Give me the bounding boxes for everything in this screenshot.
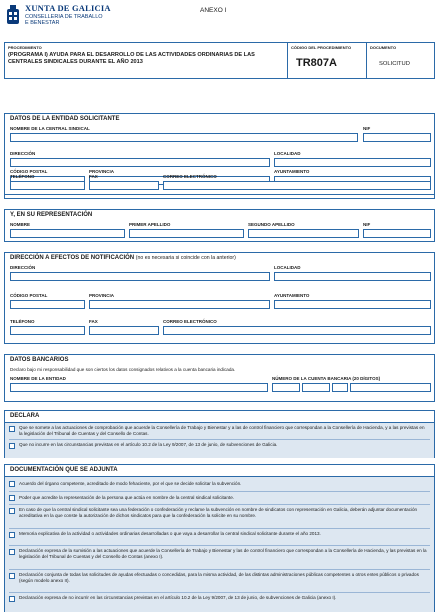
document-cell	[367, 43, 436, 78]
applicant-contact-row	[4, 172, 435, 199]
bank-entity-label: NOMBRE DE LA ENTIDAD	[10, 376, 66, 381]
doc-checkbox-5[interactable]	[9, 549, 15, 555]
declaration-item-2: Que no incurre en las circunstancias previstas en el artículo 10.2 de la Ley 9/2007, de 13 de junio, de subvenciones de Galicia.	[19, 442, 278, 447]
province-label: PROVINCIA	[89, 169, 115, 174]
email-label: CORREO ELECTRÓNICO	[163, 174, 217, 179]
procedure-code-cell	[288, 43, 367, 78]
doc-divider-6	[9, 592, 430, 593]
notif-email-label: CORREO ELECTRÓNICO	[163, 319, 217, 324]
doc-item-3: En caso de que la central sindical solicitante sea una federación o confederación y reclame la subvención en nombre de sindicatos con representación en Galicia, deberán adjuntar documentación acreditativa en la que conste la autorización de dichos sindicatos para que la confederación la solicite en su nombre.	[19, 507, 418, 518]
account-number-field[interactable]	[350, 383, 431, 392]
council-label: AYUNTAMIENTO	[274, 169, 310, 174]
rep-nif-label: NIF	[363, 222, 371, 227]
procedure-header	[4, 42, 435, 79]
address-label: DIRECCIÓN	[10, 151, 36, 156]
org-name: XUNTA DE GALICIA	[25, 3, 111, 13]
doc-item-5: Declaración expresa de la sumisión a las actuaciones que acuerde la Consellería de Trabajo y Bienestar y las de control financiero que correspondan a la Consellería de Hacienda, y las previstas en la legislación del Tribunal de Cuentas y del Consello de Contas (anexo I).	[19, 548, 427, 559]
rep-nif-field[interactable]	[363, 229, 431, 238]
doc-item-2: Poder que acredite la representación de la persona que actúa en nombre de la central sindical solicitante.	[19, 495, 235, 500]
representative-section	[4, 209, 435, 242]
doc-checkbox-6[interactable]	[9, 573, 15, 579]
notif-locality-field[interactable]	[274, 272, 431, 281]
procedure-code-label: CÓDIGO DEL PROCEDIMIENTO	[291, 45, 352, 50]
declaration-divider	[9, 439, 430, 440]
bank-account-label: NÚMERO DE LA CUENTA BANCARIA (20 DÍGITOS)	[272, 376, 381, 381]
rep-surname1-label: PRIMER APELLIDO	[129, 222, 171, 227]
rep-surname2-field[interactable]	[248, 229, 359, 238]
notif-fax-label: FAX	[89, 319, 98, 324]
rep-name-label: NOMBRE	[10, 222, 30, 227]
notif-fax-field[interactable]	[89, 326, 159, 335]
central-name-field[interactable]	[10, 133, 358, 142]
applicant-section-title: DATOS DE LA ENTIDAD SOLICITANTE	[10, 116, 120, 122]
doc-divider-4	[9, 545, 430, 546]
declaration-items	[5, 422, 434, 458]
nif-field[interactable]	[363, 133, 431, 142]
xunta-crest-icon	[6, 4, 20, 26]
doc-checkbox-1[interactable]	[9, 481, 15, 487]
doc-item-6: Declaración conjunta de todas las solicitudes de ayudas efectuadas o concedidas, para la misma actividad, de las distintas administraciones públicas competentes u otros entes públicos o privados (según modelo anexo II).	[19, 572, 419, 583]
doc-divider-5	[9, 569, 430, 570]
notif-council-label: AYUNTAMIENTO	[274, 293, 310, 298]
doc-item-7: Declaración expresa de no incurrir en las circunstancias previstas en el artículo 10.2 de la Ley 9/2007, de 13 de junio, de subvenciones de Galicia (anexo I).	[19, 595, 337, 600]
notif-postal-label: CÓDIGO POSTAL	[10, 293, 48, 298]
rep-name-field[interactable]	[10, 229, 125, 238]
email-field[interactable]	[163, 181, 431, 190]
notif-locality-label: LOCALIDAD	[274, 265, 301, 270]
postal-code-label: CÓDIGO POSTAL	[10, 169, 48, 174]
account-bank-field[interactable]	[272, 383, 300, 392]
fax-label: FAX	[89, 174, 98, 179]
fax-field[interactable]	[89, 181, 159, 190]
doc-divider-3	[9, 528, 430, 529]
doc-item-1: Acuerdo del órgano competente, acreditado de modo fehaciente, por el que se decide solicitar la subvención.	[19, 481, 242, 486]
annex-title: ANEXO I	[200, 7, 227, 14]
notif-address-label: DIRECCIÓN	[10, 265, 36, 270]
bank-entity-field[interactable]	[10, 383, 268, 392]
locality-label: LOCALIDAD	[274, 151, 301, 156]
declaration-item-1: Que se somete a las actuaciones de comprobación que acuerde la Consellería de Trabajo y Bienestar y a las de control financiero que correspondan a la Consellería de Hacienda, y a las previstas en la legislación del Tribunal de Cuentas y del Consello de Contas.	[19, 425, 425, 436]
bank-section	[4, 354, 435, 402]
procedure-cell	[5, 43, 288, 78]
notif-phone-field[interactable]	[10, 326, 85, 335]
procedure-code-value: TR807A	[296, 57, 337, 69]
doc-checkbox-7[interactable]	[9, 596, 15, 602]
notif-phone-label: TELÉFONO	[10, 319, 35, 324]
doc-checkbox-4[interactable]	[9, 532, 15, 538]
department-line-1: CONSELLERIA DE TRABALLO	[25, 14, 103, 20]
notif-address-field[interactable]	[10, 272, 270, 281]
declaration-section-title: DECLARA	[10, 413, 40, 419]
phone-field[interactable]	[10, 181, 85, 190]
address-field[interactable]	[10, 158, 270, 167]
notification-title: DIRECCIÓN A EFECTOS DE NOTIFICACIÓN	[10, 255, 135, 261]
account-check-field[interactable]	[332, 383, 348, 392]
account-branch-field[interactable]	[302, 383, 330, 392]
rep-surname2-label: SEGUNDO APELLIDO	[248, 222, 295, 227]
doc-divider-2	[9, 504, 430, 505]
notif-council-field[interactable]	[274, 300, 431, 309]
procedure-title: (PROGRAMA I) AYUDA PARA EL DESARROLLO DE LAS ACTIVIDADES ORDINARIAS DE LAS CENTRALES SINDICALES DURANTE EL AÑO 2013	[8, 52, 255, 65]
declaration-checkbox-2[interactable]	[9, 443, 15, 449]
notification-section	[4, 252, 435, 344]
nif-label: NIF	[363, 126, 371, 131]
phone-label: TELÉFONO	[10, 174, 35, 179]
notification-section-title	[10, 255, 236, 261]
documentation-items	[5, 476, 434, 612]
department-line-2: E BENESTAR	[25, 20, 60, 26]
document-value: SOLICITUD	[379, 61, 410, 67]
declaration-section	[4, 410, 435, 458]
doc-checkbox-3[interactable]	[9, 508, 15, 514]
procedure-label: PROCEDIMIENTO	[8, 45, 42, 50]
notification-note: (no es necesaria si coincide con la anterior)	[135, 255, 236, 261]
documentation-section-title: DOCUMENTACIÓN QUE SE ADJUNTA	[10, 467, 118, 473]
rep-surname1-field[interactable]	[129, 229, 244, 238]
notif-postal-field[interactable]	[10, 300, 85, 309]
central-name-label: NOMBRE DE LA CENTRAL SINDICAL	[10, 126, 90, 131]
doc-divider-1	[9, 491, 430, 492]
locality-field[interactable]	[274, 158, 431, 167]
notif-province-label: PROVINCIA	[89, 293, 115, 298]
notif-email-field[interactable]	[163, 326, 431, 335]
doc-item-4: Memoria explicativa de la actividad o actividades ordinarias desarrolladas o que vaya a desarrollar la central sindical solicitante durante el año 2013.	[19, 531, 321, 536]
declaration-checkbox-1[interactable]	[9, 426, 15, 432]
document-label: DOCUMENTO	[370, 45, 397, 50]
bank-section-title: DATOS BANCARIOS	[10, 357, 69, 363]
documentation-section	[4, 464, 435, 612]
representative-section-title: Y, EN SU REPRESENTACIÓN	[10, 212, 93, 218]
notif-province-field[interactable]	[89, 300, 270, 309]
bank-statement: Declaro bajo mi responsabilidad que son ciertos los datos consignados relativos a la cuenta bancaria indicada.	[10, 367, 236, 372]
doc-checkbox-2[interactable]	[9, 495, 15, 501]
department-name	[25, 14, 125, 26]
